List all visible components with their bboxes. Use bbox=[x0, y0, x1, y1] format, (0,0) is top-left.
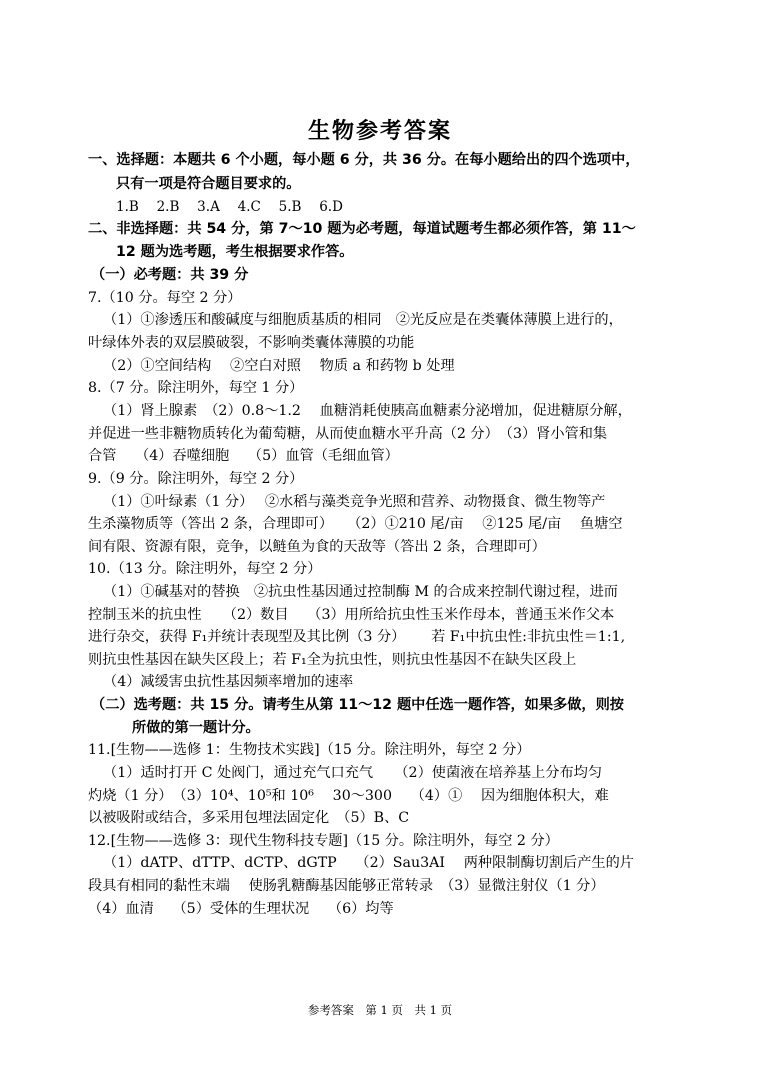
answer-line: 叶绿体外表的双层膜破裂，不影响类囊体薄膜的功能 bbox=[88, 335, 415, 351]
answer-line: 以被吸附或结合，多采用包埋法固定化 （5）B、C bbox=[88, 810, 410, 826]
question-heading: 12.[生物——选修 3：现代生物科技专题]（15 分。除注明外，每空 2 分） bbox=[88, 833, 559, 849]
answer-line: 合管 （4）吞噬细胞 （5）血管（毛细血管） bbox=[88, 448, 399, 464]
section-heading: （二）选考题：共 15 分。请考生从第 11～12 题中任选一题作答，如果多做，则按 bbox=[91, 697, 624, 713]
question-heading: 11.[生物——选修 1：生物技术实践]（15 分。除注明外，每空 2 分） bbox=[88, 742, 531, 758]
answer-line: 段具有相同的黏性末端 使肠乳糖酶基因能够正常转录 （3）显微注射仪（1 分） bbox=[88, 878, 605, 894]
answer-line: （1）①叶绿素（1 分） ②水稻与藻类竞争光照和营养、动物摄食、微生物等产 bbox=[103, 494, 606, 510]
question-heading: 7.（10 分。每空 2 分） bbox=[88, 290, 242, 306]
section-heading: 只有一项是符合题目要求的。 bbox=[116, 176, 301, 192]
choice-answers: 1.B 2.B 3.A 4.C 5.B 6.D bbox=[116, 199, 343, 215]
page-footer: 参考答案 第 1 页 共 1 页 bbox=[307, 1003, 453, 1017]
answer-line: 灼烧（1 分） （3）10⁴、10⁵和 10⁶ 30～300 （4）① 因为细胞体积大，难 bbox=[88, 788, 609, 804]
answer-line: 控制玉米的抗虫性 （2）数目 （3）用所给抗虫性玉米作母本，普通玉米作父本 bbox=[88, 607, 615, 623]
answer-line: （1）①渗透压和酸碱度与细胞质基质的相同 ②光反应是在类囊体薄膜上进行的， bbox=[103, 312, 623, 328]
section-heading: 一、选择题：本题共 6 个小题，每小题 6 分，共 36 分。在每小题给出的四个选项中， bbox=[88, 152, 640, 168]
section-heading: 二、非选择题：共 54 分，第 7～10 题为必考题，每道试题考生都必须作答，第 11～ bbox=[88, 221, 636, 237]
answer-line: （1）适时打开 C 处阀门，通过充气口充气 （2）使菌液在培养基上分布均匀 bbox=[103, 765, 603, 781]
section-heading: （一）必考题：共 39 分 bbox=[91, 267, 249, 283]
section-heading: 12 题为选考题，考生根据要求作答。 bbox=[116, 244, 354, 260]
answer-line: 进行杂交，获得 F₁并统计表现型及其比例（3 分） 若 F₁中抗虫性:非抗虫性＝1:1, bbox=[88, 629, 626, 645]
question-heading: 10.（13 分。除注明外，每空 2 分） bbox=[88, 561, 322, 577]
section-heading: 所做的第一题计分。 bbox=[132, 720, 260, 736]
answer-line: 则抗虫性基因在缺失区段上；若 F₁全为抗虫性，则抗虫性基因不在缺失区段上 bbox=[88, 652, 577, 668]
answer-line: （4）血清 （5）受体的生理状况 （6）均等 bbox=[88, 901, 394, 917]
answer-line: 并促进一些非糖物质转化为葡萄糖，从而使血糖水平升高（2 分） （3）肾小管和集 bbox=[88, 426, 608, 442]
answer-line: （2）①空间结构 ②空白对照 物质 a 和药物 b 处理 bbox=[103, 358, 455, 374]
answer-line: （1）dATP、dTTP、dCTP、dGTP （2）Sau3AI 两种限制酶切割后产生的片 bbox=[103, 855, 634, 871]
page-title: 生物参考答案 bbox=[307, 119, 452, 144]
question-heading: 8.（7 分。除注明外，每空 1 分） bbox=[88, 380, 304, 396]
answer-line: 生杀藻物质等（答出 2 条，合理即可） （2）①210 尾/亩 ②125 尾/亩 鱼塘空 bbox=[88, 516, 623, 532]
answer-line: （1）①碱基对的替换 ②抗虫性基因通过控制酶 M 的合成来控制代谢过程，进而 bbox=[103, 584, 618, 600]
answer-line: （1）肾上腺素 （2）0.8～1.2 血糖消耗使胰高血糖素分泌增加，促进糖原分解， bbox=[103, 403, 632, 419]
answer-line: （4）减缓害虫抗性基因频率增加的速率 bbox=[103, 674, 354, 690]
answer-line: 间有限、资源有限，竞争，以鲢鱼为食的天敌等（答出 2 条，合理即可） bbox=[88, 539, 546, 555]
question-heading: 9.（9 分。除注明外，每空 2 分） bbox=[88, 471, 304, 487]
